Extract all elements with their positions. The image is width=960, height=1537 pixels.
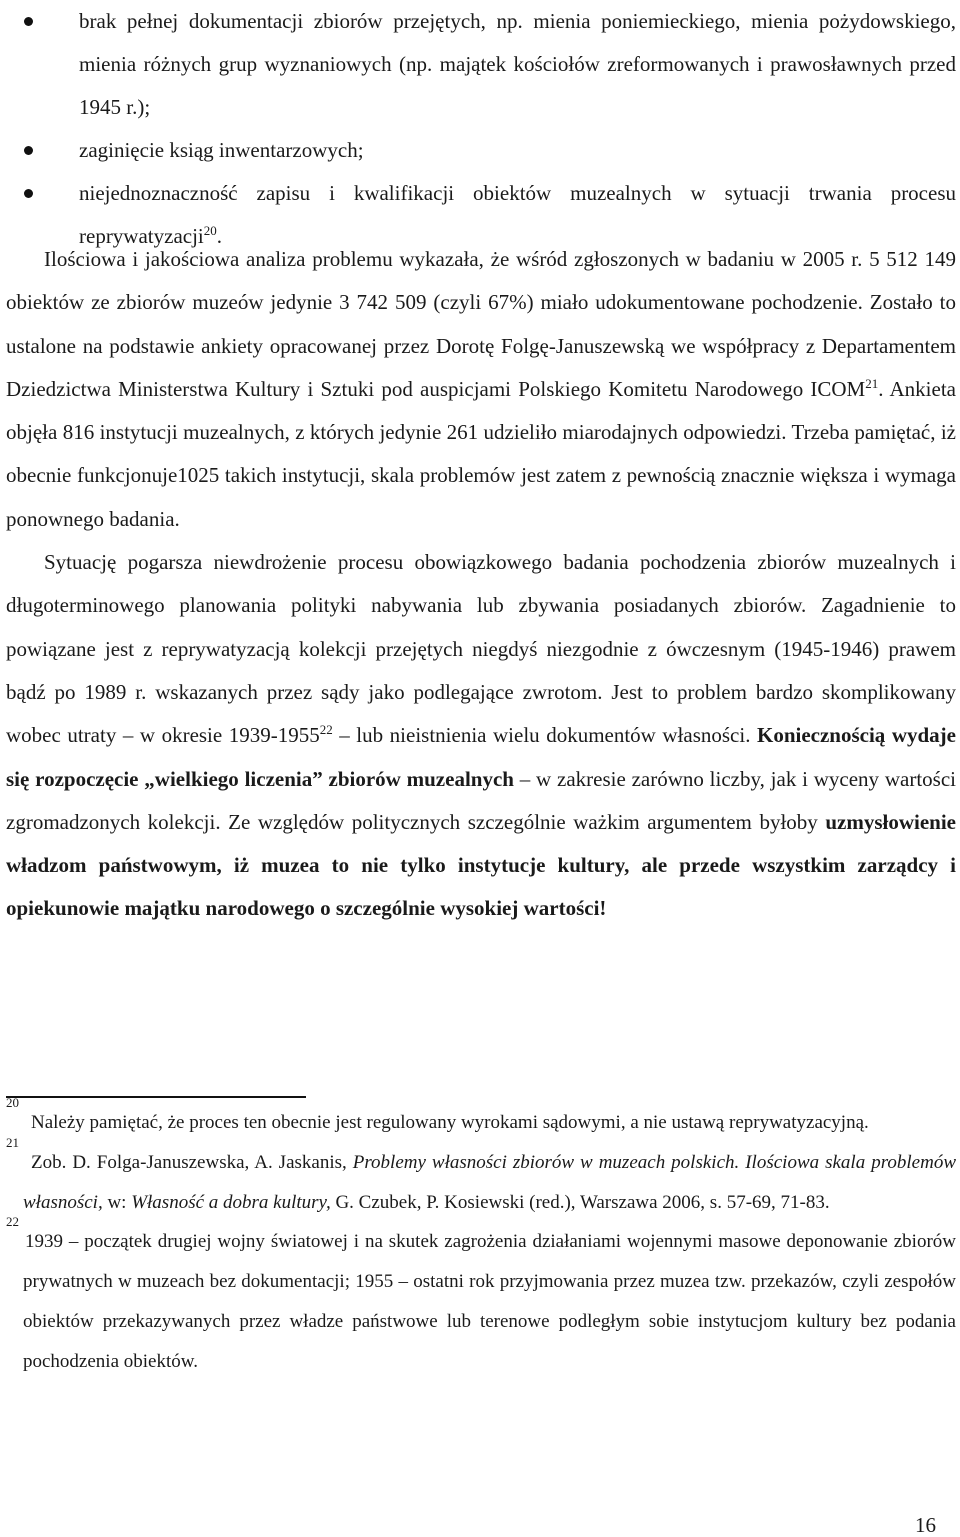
footnote-number: 21 — [6, 1134, 19, 1150]
footnotes — [6, 1095, 956, 1382]
page-number: 16 — [915, 1513, 936, 1537]
bullet-list — [0, 0, 960, 258]
footnote-text: 1939 – początek drugiej wojny światowej i na skutek zagrożenia działaniami wojennymi masowe deponowanie zbiorów prywatnych w muzeach bez dokumentacji; 1955 – ostatni rok przyjmowania przez muzea tzw. przekazów, czyli zespołów obiektów przekazywanych przez władze państwowe lub terenowe podległym sobie instytucjom kultury bez podania pochodzenia obiektów. — [23, 1231, 956, 1372]
footnote-text: w: — [102, 1191, 132, 1213]
footnote-title: Własność a dobra kultury, — [131, 1191, 331, 1213]
footnote-ref-20[interactable]: 20 — [203, 223, 217, 238]
bullet-text: zaginięcie ksiąg inwentarzowych; — [79, 138, 364, 162]
bullet-dot-icon — [24, 146, 33, 155]
paragraph-text: Ilościowa i jakościowa analiza problemu wykazała, że wśród zgłoszonych w badaniu w 2005 r. 5 512 149 obiektów ze zbiorów muzeów jedynie 3 742 509 (czyli 67%) miało udokumentowane pochodzenie. Zostało to ustalone na podstawie ankiety opracowanej przez Dorotę Folgę-Januszewską we współpracy z Departamentem Dziedzictwa Ministerstwa Kultury i Sztuki pod auspicjami Polskiego Komitetu Narodowego ICOM — [6, 247, 956, 401]
bullet-item — [0, 129, 960, 172]
footnote-20 — [6, 1095, 956, 1143]
footnote-separator — [6, 1096, 306, 1098]
paragraph-text: . Ankieta objęła 816 instytucji muzealnych, z których jedynie 261 udzieliło miarodajnych odpowiedzi. Trzeba pamiętać, iż obecnie funkcjonuje1025 takich instytucji, skala problemów jest zatem z pewnością znacznie większa i wymaga ponownego badania. — [6, 376, 956, 531]
bullet-item — [0, 0, 960, 129]
paragraph-text: Sytuację pogarsza niewdrożenie procesu obowiązkowego badania pochodzenia zbiorów muzealnych i długoterminowego planowania polityki nabywania lub zbywania posiadanych zbiorów. Zagadnienie to powiązane jest z reprywatyzacją kolekcji przejętych niegdyś niezgodnie z ówczesnym (1945-1946) prawem bądź po 1989 r. wskazanych przez sądy jako podlegające zwrotom. Jest to problem bardzo skomplikowany wobec utraty – w okresie 1939-1955 — [6, 550, 956, 748]
bullet-text: niejednoznaczność zapisu i kwalifikacji obiektów muzealnych w sytuacji trwania procesu reprywatyzacji — [79, 181, 956, 248]
paragraph-text: – lub nieistnienia wielu dokumentów własności. — [332, 723, 757, 748]
bullet-dot-icon — [24, 17, 33, 26]
footnote-22 — [6, 1214, 956, 1381]
footnote-text: Należy pamiętać, że proces ten obecnie jest regulowany wyrokami sądowymi, a nie ustawą reprywatyzacyjną. — [31, 1112, 869, 1133]
footnote-ref-21[interactable]: 21 — [865, 375, 879, 391]
paragraph-situation — [6, 541, 956, 931]
bullet-text-tail: . — [216, 224, 223, 248]
bullet-text: brak pełnej dokumentacji zbiorów przejętych, np. mienia poniemieckiego, mienia pożydowskiego, mienia różnych grup wyznaniowych (np. majątek kościołów zreformowanych i prawosławnych przed 1945 r.); — [79, 9, 956, 119]
footnote-text: Zob. D. Folga-Januszewska, A. Jaskanis, — [31, 1151, 353, 1173]
paragraph-analysis — [6, 238, 956, 541]
footnote-21 — [6, 1134, 956, 1223]
body-text — [6, 238, 956, 931]
emphasis-text: Koniecznością wydaje się rozpoczęcie „wielkiego liczenia” zbiorów muzealnych — [6, 723, 956, 791]
footnote-number: 22 — [6, 1214, 19, 1230]
bullet-dot-icon — [24, 189, 33, 198]
footnote-ref-22[interactable]: 22 — [319, 722, 333, 738]
footnote-title: Problemy własności zbiorów w muzeach polskich. Ilościowa skala problemów własności, — [23, 1151, 956, 1213]
footnote-text: G. Czubek, P. Kosiewski (red.), Warszawa 2006, s. 57-69, 71-83. — [330, 1191, 830, 1213]
paragraph-text: – w zakresie zarówno liczby, jak i wyceny wartości zgromadzonych kolekcji. Ze względów politycznych szczególnie ważkim argumentem byłoby — [6, 766, 956, 834]
emphasis-text: uzmysłowienie władzom państwowym, iż muzea to nie tylko instytucje kultury, ale przede wszystkim zarządcy i opiekunowie majątku narodowego o szczególnie wysokiej wartości! — [6, 809, 956, 921]
footnote-number: 20 — [6, 1095, 19, 1110]
